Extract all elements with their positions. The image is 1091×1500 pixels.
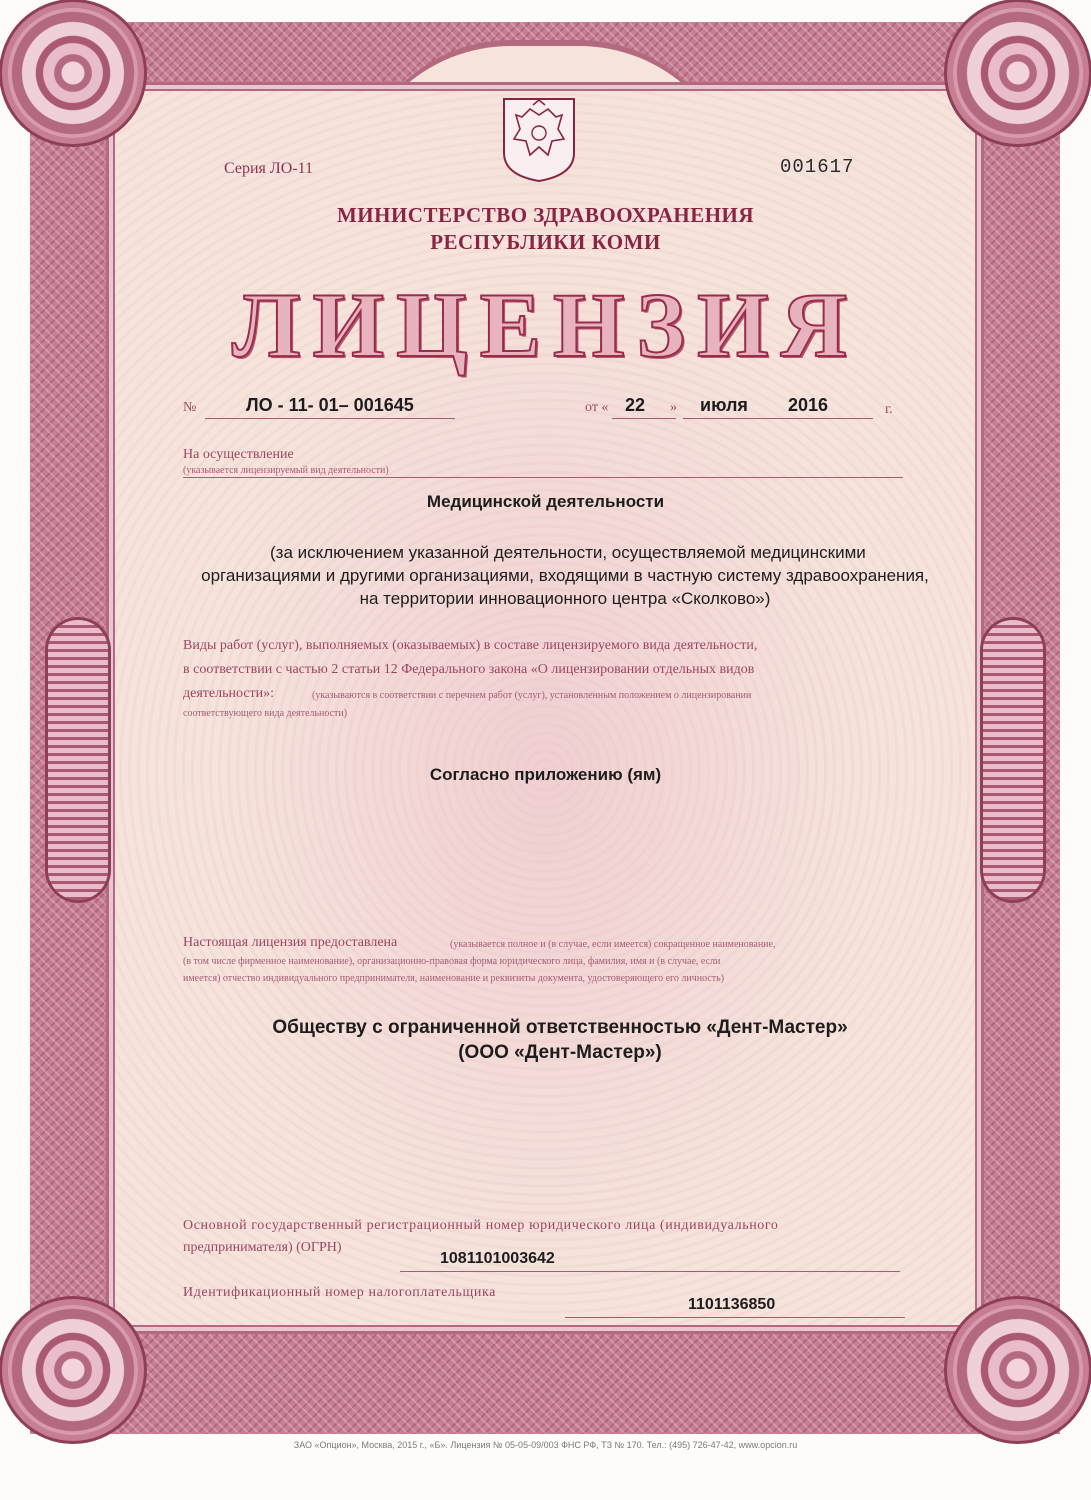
series-label: Серия ЛО-11 (224, 160, 314, 177)
holder-name-short: (ООО «Дент-Мастер») (458, 1042, 662, 1063)
activity-exclusion-line-1: (за исключением указанной деятельности, осуществляемой медицинскими (270, 543, 866, 562)
ogrn-label-line-1: Основной государственный регистрационный номер юридического лица (индивидуального (183, 1218, 779, 1233)
activity-exclusion-line-2: организациями и другими организациями, входящими в частную систему здравоохранения, (201, 566, 929, 585)
license-number: ЛО - 11- 01– 001645 (246, 395, 414, 415)
activity-underline (183, 476, 903, 478)
ministry-line-2: РЕСПУБЛИКИ КОМИ (430, 230, 661, 254)
license-day: 22 (625, 395, 646, 415)
license-month: июля (700, 395, 748, 415)
holder-hint-line-3: имеется) отчество индивидуального предпринимателя, наименование и реквизиты документа, удостоверяющего его личность) (183, 973, 725, 984)
side-ornament-left (48, 620, 108, 900)
inn-label: Идентификационный номер налогоплательщика (183, 1285, 497, 1300)
works-text-line-2: в соответствии с частью 2 статьи 12 Федерального закона «О лицензировании отдельных видов (183, 662, 755, 677)
document-title: ЛИЦЕНЗИЯ (231, 274, 860, 376)
holder-name-full: Обществу с ограниченной ответственностью «Дент-Мастер» (272, 1017, 848, 1038)
activity-hint: (указывается лицензируемый вид деятельности) (183, 465, 389, 476)
corner-rosette-bottom-right (953, 1305, 1083, 1435)
corner-rosette-bottom-left (8, 1305, 138, 1435)
inn-value: 1101136850 (688, 1296, 776, 1313)
works-text-line-1: Виды работ (услуг), выполняемых (оказываемых) в составе лицензируемого вида деятельности, (183, 638, 758, 653)
works-hint-line-1: (указываются в соответствии с перечнем работ (услуг), установленным положением о лицензировании (312, 690, 752, 701)
works-text-line-3: деятельности»: (183, 686, 275, 701)
ministry-line-1: МИНИСТЕРСТВО ЗДРАВООХРАНЕНИЯ (336, 203, 755, 227)
holder-label: Настоящая лицензия предоставлена (183, 935, 398, 950)
corner-rosette-top-left (8, 8, 138, 138)
inn-underline (565, 1316, 905, 1318)
corner-rosette-top-right (953, 8, 1083, 138)
date-mid: » (670, 400, 677, 415)
activity-label: На осуществление (183, 447, 294, 462)
number-label: № (183, 400, 197, 415)
printer-footer: ЗАО «Опцион», Москва, 2015 г., «Б». Лицензия № 05-05-09/003 ФНС РФ, ТЗ № 170. Тел.: (495) 726-47-42, www.opcion.ru (293, 1440, 798, 1450)
works-hint-line-2: соответствующего вида деятельности) (183, 708, 348, 719)
coat-of-arms-icon (500, 95, 578, 183)
serial-number: 001617 (780, 156, 855, 178)
license-year: 2016 (788, 395, 829, 415)
activity-exclusion-line-3: на территории инновационного центра «Сколково») (359, 589, 771, 608)
year-suffix: г. (885, 402, 893, 417)
date-prefix: от « (585, 400, 609, 415)
activity-value: Медицинской деятельности (426, 492, 665, 511)
ogrn-underline (400, 1270, 900, 1272)
holder-hint-line-2: (в том числе фирменное наименование), организационно-правовая форма юридического лица, фамилия, имя и (в случае, если (183, 956, 721, 967)
ogrn-label-line-2: предпринимателя) (ОГРН) (183, 1240, 342, 1255)
works-value: Согласно приложению (ям) (429, 765, 662, 784)
ogrn-value: 1081101003642 (440, 1250, 555, 1267)
side-ornament-right (983, 620, 1043, 900)
holder-hint-line-1: (указывается полное и (в случае, если имеется) сокращенное наименование, (450, 939, 776, 950)
